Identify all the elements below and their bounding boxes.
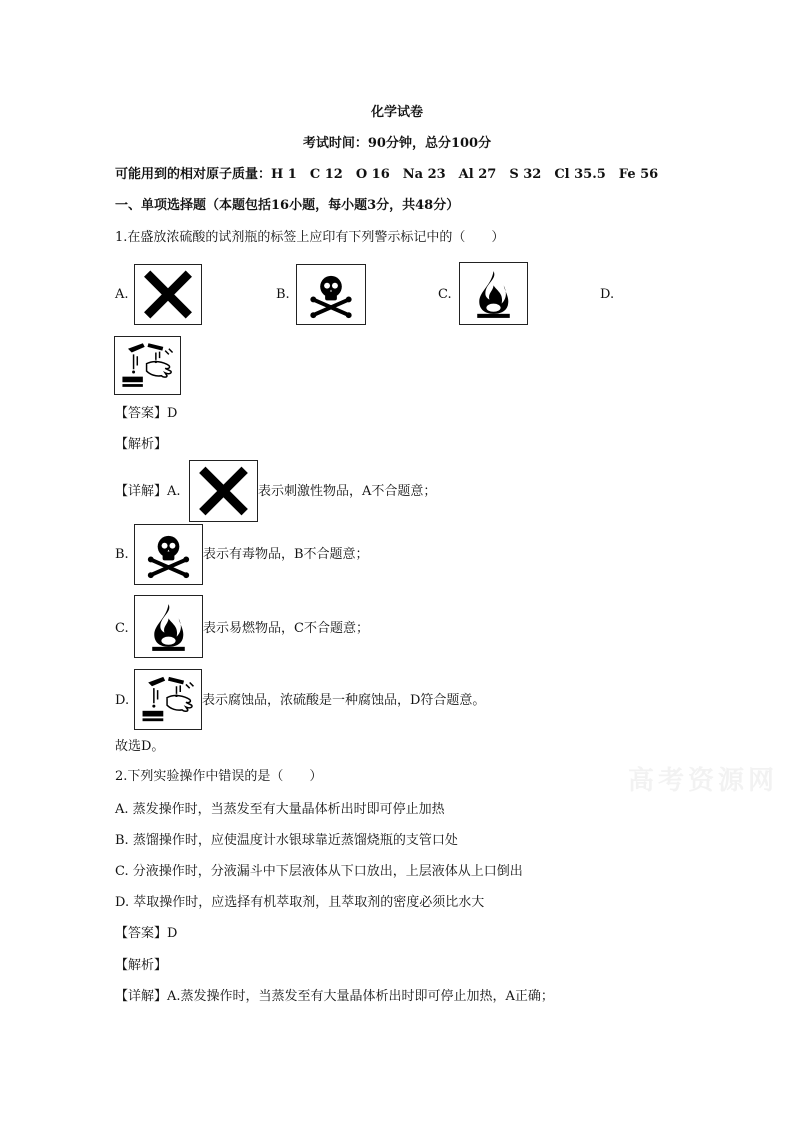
- option-a-label: A.: [115, 287, 129, 302]
- skull-crossbones-icon: [134, 524, 203, 585]
- question-1-conclusion: 故选D。: [115, 739, 165, 754]
- detail-a-text: 表示刺激性物品，A不合题意；: [258, 484, 437, 499]
- corrosive-hand-icon: [114, 336, 181, 395]
- exam-title: 化学试卷: [370, 105, 423, 120]
- atomic-masses-line: 可能用到的相对原子质量：H 1 C 12 O 16 Na 23 Al 27 S 32 Cl 35.5 Fe 56: [115, 167, 659, 182]
- question-2-answer: 【答案】D: [115, 926, 178, 941]
- irritant-x-icon: [189, 460, 258, 522]
- detail-d-prefix: D.: [115, 693, 130, 708]
- question-2-option-c: C. 分液操作时，分液漏斗中下层液体从下口放出，上层液体从上口倒出: [115, 864, 523, 879]
- flame-icon: [459, 262, 528, 325]
- flame-icon: [134, 595, 203, 658]
- detail-c-text: 表示易燃物品，C不合题意；: [203, 621, 369, 636]
- corrosive-hand-icon: [134, 669, 202, 730]
- detail-b-prefix: B.: [115, 547, 129, 562]
- option-c-label: C.: [438, 287, 452, 302]
- irritant-x-icon: [134, 264, 202, 325]
- question-1-stem: 1.在盛放浓硫酸的试剂瓶的标签上应印有下列警示标记中的（ ）: [115, 230, 505, 245]
- question-2-option-d: D. 萃取操作时，应选择有机萃取剂，且萃取剂的密度必须比水大: [115, 895, 485, 910]
- question-2-detail: 【详解】A.蒸发操作时，当蒸发至有大量晶体析出时即可停止加热，A正确；: [115, 989, 554, 1004]
- detail-a-prefix: 【详解】A.: [115, 484, 181, 499]
- option-d-label: D.: [600, 287, 615, 302]
- question-1-analysis: 【解析】: [115, 437, 168, 452]
- question-1-answer: 【答案】D: [115, 406, 178, 421]
- question-2-option-b: B. 蒸馏操作时，应使温度计水银球靠近蒸馏烧瓶的支管口处: [115, 833, 458, 848]
- option-b-label: B.: [276, 287, 290, 302]
- skull-crossbones-icon: [296, 264, 366, 325]
- exam-subtitle: 考试时间：90分钟，总分100分: [302, 136, 492, 151]
- watermark: 高考资源网: [628, 766, 779, 796]
- question-2-stem: 2.下列实验操作中错误的是（ ）: [115, 769, 323, 784]
- question-2-option-a: A. 蒸发操作时，当蒸发至有大量晶体析出时即可停止加热: [115, 802, 445, 817]
- detail-c-prefix: C.: [115, 621, 129, 636]
- detail-b-text: 表示有毒物品，B不合题意；: [203, 547, 369, 562]
- detail-d-text: 表示腐蚀品，浓硫酸是一种腐蚀品，D符合题意。: [202, 693, 486, 708]
- question-2-analysis: 【解析】: [115, 958, 168, 973]
- section-heading: 一、单项选择题（本题包括16小题，每小题3分，共48分）: [115, 198, 460, 213]
